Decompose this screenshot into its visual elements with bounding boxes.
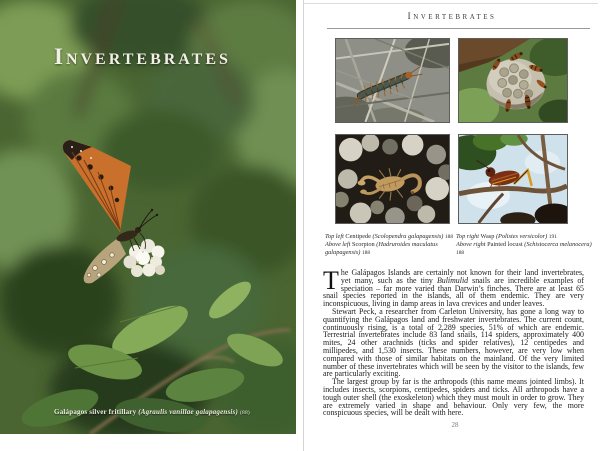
caption-page-ref: (88) — [239, 410, 250, 416]
paragraph-3: The largest group by far is the arthropods (this name means jointed limbs). It includes insects, scorpions, centipedes, spiders and ticks. All arthropods have a tough outer shell (the exoskeleton) which they must moult in order to grow. They are extremely varied in shape and behaviour. Only very few, the more conspicuous species, will be dealt with here. — [323, 377, 584, 418]
caption-page-ref: 188 — [361, 250, 371, 256]
caption-page-ref: 191 — [548, 234, 557, 240]
wasp-illustration — [459, 39, 567, 122]
paragraph-1-text-a: he Galápagos Islands are certainly not known for their land invertebrates, yet many, such as the tiny — [340, 268, 584, 285]
header-rule — [327, 28, 590, 29]
locust-illustration — [459, 135, 567, 223]
drop-cap: T — [323, 266, 339, 295]
caption-page-ref: 188 — [444, 234, 454, 240]
caption-position-label: Above right — [456, 241, 486, 248]
centipede-illustration — [336, 39, 449, 122]
caption-wasp — [456, 233, 594, 241]
caption-scientific-name: (Schistocerca melanocera) — [524, 241, 592, 248]
caption-common-name: Centipede — [345, 233, 371, 240]
wasp-photo — [458, 38, 568, 123]
caption-scientific-name: (Agraulis vanillae galapagensis) — [138, 408, 239, 416]
caption-column-left — [325, 233, 457, 257]
locust-photo — [458, 134, 568, 224]
centipede-photo — [335, 38, 450, 123]
right-page — [310, 0, 600, 451]
left-page — [0, 0, 296, 434]
paragraph-1 — [323, 266, 584, 309]
caption-column-right — [456, 233, 594, 257]
caption-scientific-name: (Scolopendra galapagensis) — [372, 233, 444, 240]
chapter-title: Invertebrates — [54, 44, 231, 69]
caption-position-label: Above left — [325, 241, 351, 248]
caption-scorpion — [325, 241, 457, 257]
caption-common-name: Wasp — [480, 233, 495, 240]
paragraph-1-italic-term: Bulimulid — [436, 275, 469, 285]
caption-page-ref: 188 — [456, 250, 465, 256]
scorpion-photo — [335, 134, 450, 224]
page-gutter-line — [303, 0, 304, 451]
scorpion-illustration — [336, 135, 449, 223]
caption-centipede — [325, 233, 457, 241]
paragraph-2: Stewart Peck, a researcher from Carleton University, has gone a long way to quantifying the Galápagos land and freshwater invertebrates. The current count, continuously rising, is a total of 2,289 species, 51% of which are endemic. Terrestrial invertebrates include 83 land snails, 114 spiders, approximately 400 mites, 24 other arachnids (ticks and spider relatives), 12 centipedes and millipedes, and 1,530 insects. These numbers, however, are very low when compared with those of similar habitats on the mainland. Of the very limited number of these invertebrates which will be seen by the visitor to the islands, few are particularly exciting. — [323, 306, 584, 379]
caption-painted-locust — [456, 241, 594, 257]
caption-scientific-name: (Hadruroides maculatus galapagensis) — [325, 241, 438, 256]
caption-scientific-name: (Polistes versicolor) — [495, 233, 548, 240]
caption-position-label: Top right — [456, 233, 480, 240]
body-text — [323, 266, 584, 418]
left-photo-caption — [12, 408, 292, 416]
caption-position-label: Top left — [325, 233, 344, 240]
caption-species-name: Galápagos silver fritillary — [54, 408, 137, 416]
paragraph-1-text-b: snails are incredible examples of speciation – far more varied than Darwin’s finches. There are at least 65 snail species reported in the islands, all of them endemic. They are very inconspicuous, living in damp areas in lava crevices and under leaves. — [323, 275, 584, 309]
running-header: Invertebrates — [407, 12, 497, 22]
caption-common-name: Scorpion — [351, 241, 375, 248]
page-number: 28 — [451, 421, 459, 429]
caption-common-name: Painted locust — [487, 241, 523, 248]
